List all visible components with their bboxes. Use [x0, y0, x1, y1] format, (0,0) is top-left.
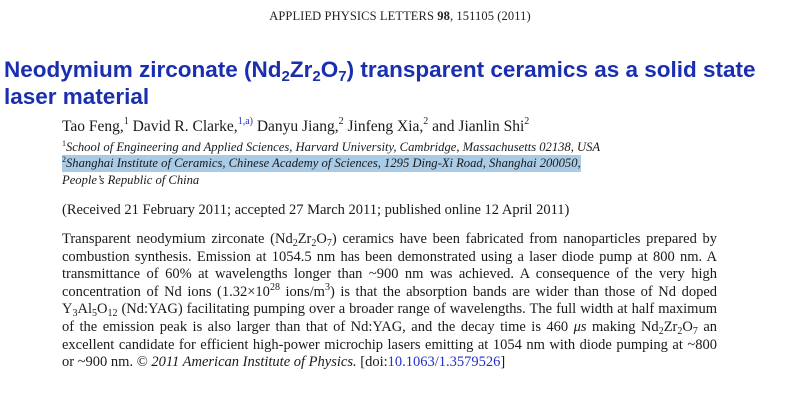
abstract-text: an excellent candidate for efficient high-power microchip lasers emitting at 1054 nm with diode pumping at ~800 or ~900 nm. © — [62, 318, 717, 371]
abstract-text: Zr — [297, 231, 312, 247]
author-name: Danyu Jiang, — [252, 118, 339, 135]
title-subscript: 2 — [312, 68, 321, 85]
copyright-holder: 2011 American Institute of Physics. — [151, 354, 357, 371]
affiliation-2-continued: People’s Republic of China — [62, 173, 200, 187]
abstract-superscript: 28 — [269, 281, 280, 293]
abstract-text: O — [316, 231, 327, 247]
abstract-text: Al — [77, 301, 92, 318]
author-affiliation-link[interactable]: 1,a) — [237, 116, 253, 127]
abstract-text: [doi: — [356, 354, 388, 371]
author-name: Jinfeng Xia, — [343, 118, 424, 135]
title-text: O — [320, 57, 339, 82]
title-text: Neodymium zirconate (Nd — [4, 57, 282, 82]
affiliation-text: Shanghai Institute of Ceramics, Chinese Academy of Sciences, 1295 Ding-Xi Road, Shanghai 200050, — [66, 156, 581, 170]
affiliation-mark: 2 — [62, 155, 66, 164]
author-affiliation-mark: 2 — [338, 116, 344, 127]
journal-article-info: , 151105 (2011) — [449, 9, 531, 23]
abstract-text: ions/m — [279, 283, 325, 300]
journal-name: APPLIED PHYSICS LETTERS — [269, 9, 435, 23]
publication-dates: (Received 21 February 2011; accepted 27 March 2011; published online 12 April 2011) — [62, 202, 570, 218]
author-affiliation-mark: 1 — [123, 116, 129, 127]
abstract-subscript: 3 — [72, 308, 78, 320]
affiliation-text: School of Engineering and Applied Sciences, Harvard University, Cambridge, Massachusetts 02138, USA — [66, 140, 601, 154]
doi-link[interactable]: 10.1063/1.3579526 — [387, 354, 501, 371]
abstract-unit: μs — [573, 318, 587, 335]
text-highlight — [62, 155, 581, 172]
abstract-superscript: 3 — [324, 281, 330, 293]
journal-volume: 98 — [437, 9, 450, 23]
abstract-text: Zr — [663, 318, 678, 335]
abstract-text: Transparent neodymium zirconate (Nd — [62, 231, 293, 247]
article-title — [4, 56, 798, 110]
abstract-text: ] — [500, 354, 506, 371]
title-text: Zr — [289, 57, 313, 82]
author-name: and Jianlin Shi — [428, 118, 525, 135]
abstract-subscript: 2 — [311, 238, 317, 249]
journal-header — [0, 9, 800, 24]
abstract-text: making Nd — [586, 318, 659, 335]
abstract-text: O — [682, 318, 693, 335]
abstract-subscript: 7 — [326, 238, 332, 249]
abstract-subscript: 7 — [692, 325, 698, 337]
affiliation-2 — [62, 156, 581, 171]
title-subscript: 7 — [338, 68, 347, 85]
abstract-subscript: 12 — [107, 308, 118, 320]
abstract — [62, 231, 717, 372]
author-affiliation-mark: 2 — [423, 116, 429, 127]
author-name: Tao Feng, — [62, 118, 124, 135]
abstract-subscript: 2 — [292, 238, 298, 249]
abstract-text: ) ceramics have been fabricated from nanoparticles prepared by combustion synthesis. Emission at 1054.5 nm has been demonstrated using a laser diode pump at 800 nm. A transmittance of 60% at wavelengths longer than ~900 nm was achieved. A consequence of the very high concentration of Nd ions (1.32×10 — [62, 231, 717, 300]
abstract-subscript: 5 — [91, 308, 97, 320]
title-text: ) transparent ceramics as a solid state laser material — [4, 57, 756, 109]
affiliation-mark: 1 — [62, 139, 66, 148]
author-list — [62, 118, 529, 136]
abstract-text: ) is that the absorption bands are wider than those of Nd doped Y — [62, 283, 717, 318]
author-affiliation-mark: 2 — [524, 116, 530, 127]
abstract-subscript: 2 — [658, 325, 664, 337]
abstract-text: O — [96, 301, 108, 318]
author-name: David R. Clarke, — [128, 118, 238, 135]
abstract-text: (Nd:YAG) facilitating pumping over a broader range of wavelengths. The full width at half maximum of the emission peak is also larger than that of Nd:YAG, and the decay time is 460 — [62, 301, 717, 335]
affiliation-1 — [62, 140, 600, 155]
title-subscript: 2 — [281, 68, 290, 85]
abstract-subscript: 2 — [677, 325, 683, 337]
